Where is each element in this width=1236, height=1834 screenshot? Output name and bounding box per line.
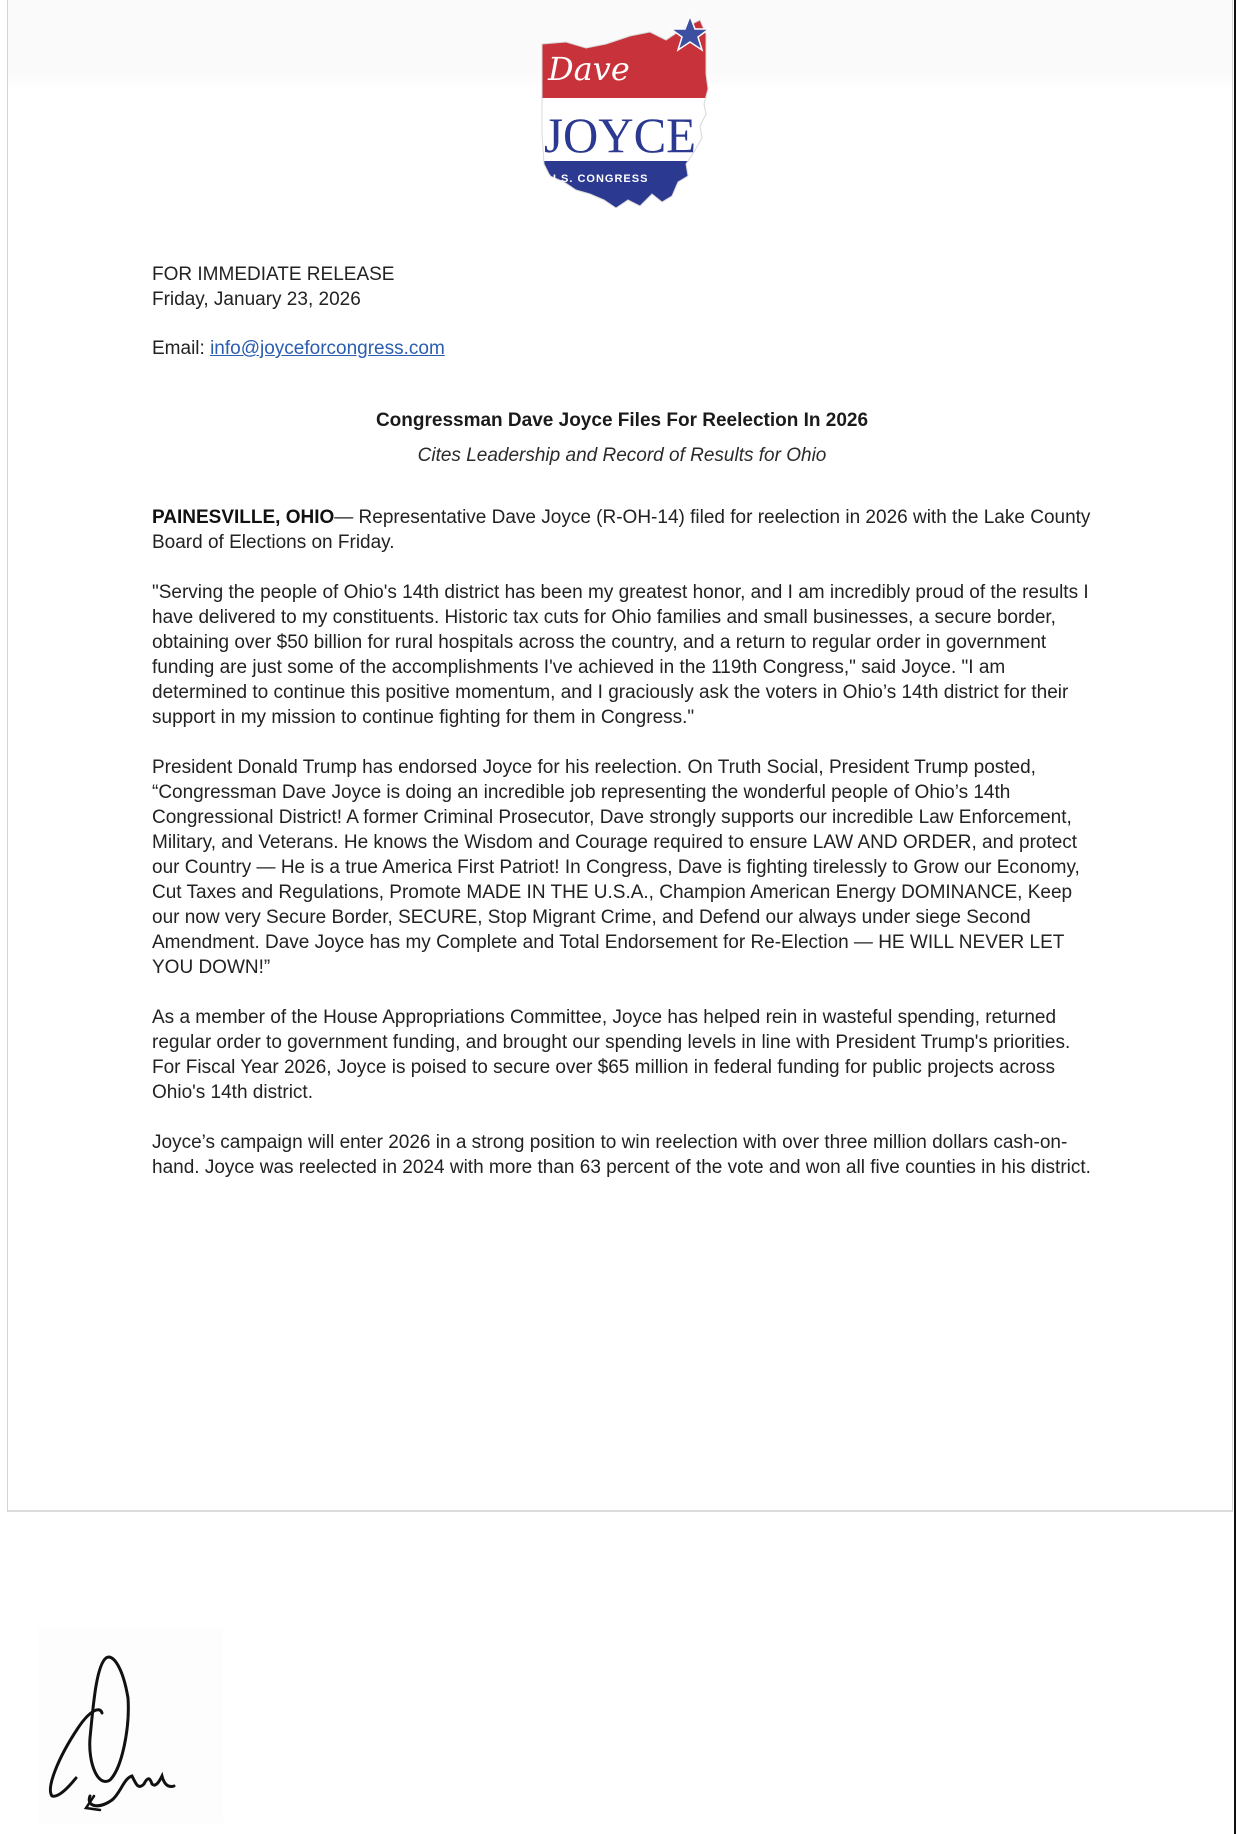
ohio-map-logo-icon <box>538 14 718 214</box>
press-release-page <box>7 0 1233 1512</box>
signature <box>38 1628 223 1823</box>
email-label: Email: <box>152 338 205 359</box>
logo-surname: JOYCE <box>544 107 696 163</box>
release-body <box>152 505 1102 1205</box>
subheadline: Cites Leadership and Record of Results for Ohio <box>417 445 827 466</box>
dateline: PAINESVILLE, OHIO <box>152 507 335 528</box>
body-paragraph-endorsement: President Donald Trump has endorsed Joyce for his reelection. On Truth Social, President Trump posted, “Congressman Dave Joyce is doing an incredible job representing the wonderful people of Ohio’s 14th Congressional District! A former Criminal Prosecutor, Dave strongly supports our incredible Law Enforcement, Military, and Veterans. He knows the Wisdom and Courage required to ensure LAW AND ORDER, and protect our Country — He is a true America First Patriot! In Congress, Dave is fighting tirelessly to Grow our Economy, Cut Taxes and Regulations, Promote MADE IN THE U.S.A., Champion American Energy DOMINANCE, Keep our now very Secure Border, SECURE, Stop Migrant Crime, and Defend our always under siege Second Amendment. Dave Joyce has my Complete and Total Endorsement for Re-Election — HE WILL NEVER LET YOU DOWN!” <box>152 757 1080 978</box>
headline: Congressman Dave Joyce Files For Reelection In 2026 <box>375 410 869 431</box>
email-link[interactable]: info@joyceforcongress.com <box>210 338 445 359</box>
lead-text: — Representative Dave Joyce (R-OH-14) filed for reelection in 2026 with the Lake County Board of Elections on Friday. <box>152 507 1091 553</box>
release-date: Friday, January 23, 2026 <box>152 289 361 310</box>
body-paragraph-quote: "Serving the people of Ohio's 14th district has been my greatest honor, and I am incredibly proud of the results I have delivered to my constituents. Historic tax cuts for Ohio families and small businesses, a secure border, obtaining over $50 billion for rural hospitals across the country, and a return to regular order in government funding are just some of the accomplishments I've achieved in the 119th Congress," said Joyce. "I am determined to continue this positive momentum, and I graciously ask the voters in Ohio’s 14th district for their support in my mission to continue fighting for them in Congress." <box>152 582 1089 728</box>
release-label: FOR IMMEDIATE RELEASE <box>152 264 395 285</box>
logo-office: U.S. CONGRESS <box>548 173 649 185</box>
lead-paragraph <box>152 505 1102 555</box>
body-paragraph-appropriations: As a member of the House Appropriations Committee, Joyce has helped rein in wasteful spending, returned regular order to government funding, and brought our spending levels in line with President Trump's priorities. For Fiscal Year 2026, Joyce is poised to secure over $65 million in federal funding for public projects across Ohio's 14th district. <box>152 1007 1071 1103</box>
contact-email <box>152 336 445 361</box>
body-paragraph-campaign: Joyce’s campaign will enter 2026 in a strong position to win reelection with over three million dollars cash-on-hand. Joyce was reelected in 2024 with more than 63 percent of the vote and won all five counties in his district. <box>152 1132 1091 1178</box>
handwritten-signature-icon <box>38 1628 223 1823</box>
logo-name-script: Dave <box>548 50 630 88</box>
release-info <box>152 262 445 361</box>
campaign-logo <box>538 14 718 214</box>
